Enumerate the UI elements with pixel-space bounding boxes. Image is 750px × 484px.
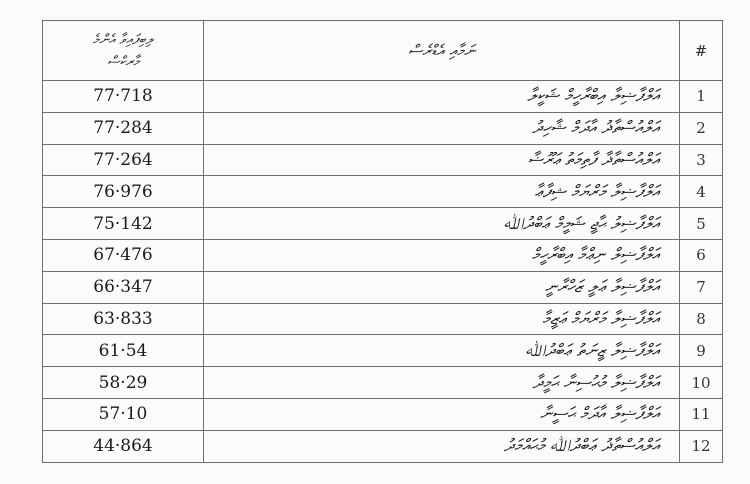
name-cell: އަލްއުސްތާޛު އާދަމް ޝާހިދު	[204, 112, 680, 144]
score-cell: 63·833	[43, 303, 204, 335]
table-row	[43, 398, 723, 430]
score-cell: 67·476	[43, 239, 204, 271]
table-body	[43, 81, 723, 463]
table-row	[43, 112, 723, 144]
row-number-cell: 8	[680, 303, 723, 335]
name-cell: އަލްއުސްތާޛު ޢަބްދުﷲ މުޙައްމަދު	[204, 430, 680, 462]
row-number-cell: 4	[680, 176, 723, 208]
table-row	[43, 176, 723, 208]
score-cell: 44·864	[43, 430, 204, 462]
row-number-cell: 7	[680, 271, 723, 303]
row-number-cell: 5	[680, 208, 723, 240]
name-cell: އަލްފާޟިލާ މަރްޔަމް ޝިފާޢާ	[204, 176, 680, 208]
score-header-line-2: މާރކްސް	[107, 53, 139, 70]
score-cell: 77·284	[43, 112, 204, 144]
name-cell: އަލްފާޟިލާ ޢަލީ ޒަހްރާނީ	[204, 271, 680, 303]
table-row	[43, 271, 723, 303]
score-cell: 76·976	[43, 176, 204, 208]
row-number-cell: 9	[680, 335, 723, 367]
name-cell: އަލްފާޟިލާ އިބްރާހީމް ޝަކީލާ	[204, 81, 680, 113]
table-row	[43, 303, 723, 335]
row-number-cell: 1	[680, 81, 723, 113]
score-cell: 57·10	[43, 398, 204, 430]
row-number-cell: 10	[680, 367, 723, 399]
name-cell: އަލްފާޟިލާ މުޙުސިނާ ޙަމީދާ	[204, 367, 680, 399]
score-cell: 77·718	[43, 81, 204, 113]
name-cell: އަލްފާޟިލް ނިޢްމާ އިބްރާހީމް	[204, 239, 680, 271]
score-cell: 66·347	[43, 271, 204, 303]
name-cell: އަލްފާޟިލާ ޒީނަތު ޢަބްދުﷲ	[204, 335, 680, 367]
table-row	[43, 367, 723, 399]
table-row	[43, 430, 723, 462]
table-row	[43, 81, 723, 113]
row-number-cell: 3	[680, 144, 723, 176]
score-cell: 75·142	[43, 208, 204, 240]
name-cell: އަލްފާޟިލާ މަރްޔަމް ޢަޒީމާ	[204, 303, 680, 335]
score-cell: 77·264	[43, 144, 204, 176]
score-cell: 61·54	[43, 335, 204, 367]
number-column-header: #	[680, 21, 723, 81]
row-number-cell: 12	[680, 430, 723, 462]
results-table	[42, 20, 723, 463]
table-row	[43, 144, 723, 176]
name-cell: އަލްފާޟިލު ޙާޖީ ޝަމީމް ޢަބްދުﷲ	[204, 208, 680, 240]
row-number-cell: 6	[680, 239, 723, 271]
row-number-cell: 2	[680, 112, 723, 144]
name-column-header: ނަމާއި އެޑްރެސް	[204, 21, 680, 81]
name-cell: އަލްއުސްތާޛާ ފާތިމަތު ޢަރޫޟާ	[204, 144, 680, 176]
table-row	[43, 335, 723, 367]
score-column-header	[43, 21, 204, 81]
row-number-cell: 11	[680, 398, 723, 430]
score-cell: 58·29	[43, 367, 204, 399]
name-cell: އަލްފާޟިލާ އާދަމް ޙަސީނާ	[204, 398, 680, 430]
table-header-row	[43, 21, 723, 81]
table-row	[43, 208, 723, 240]
score-header-line-1: ލިބިފައިވާ އެންމެ	[92, 31, 154, 48]
table-row	[43, 239, 723, 271]
